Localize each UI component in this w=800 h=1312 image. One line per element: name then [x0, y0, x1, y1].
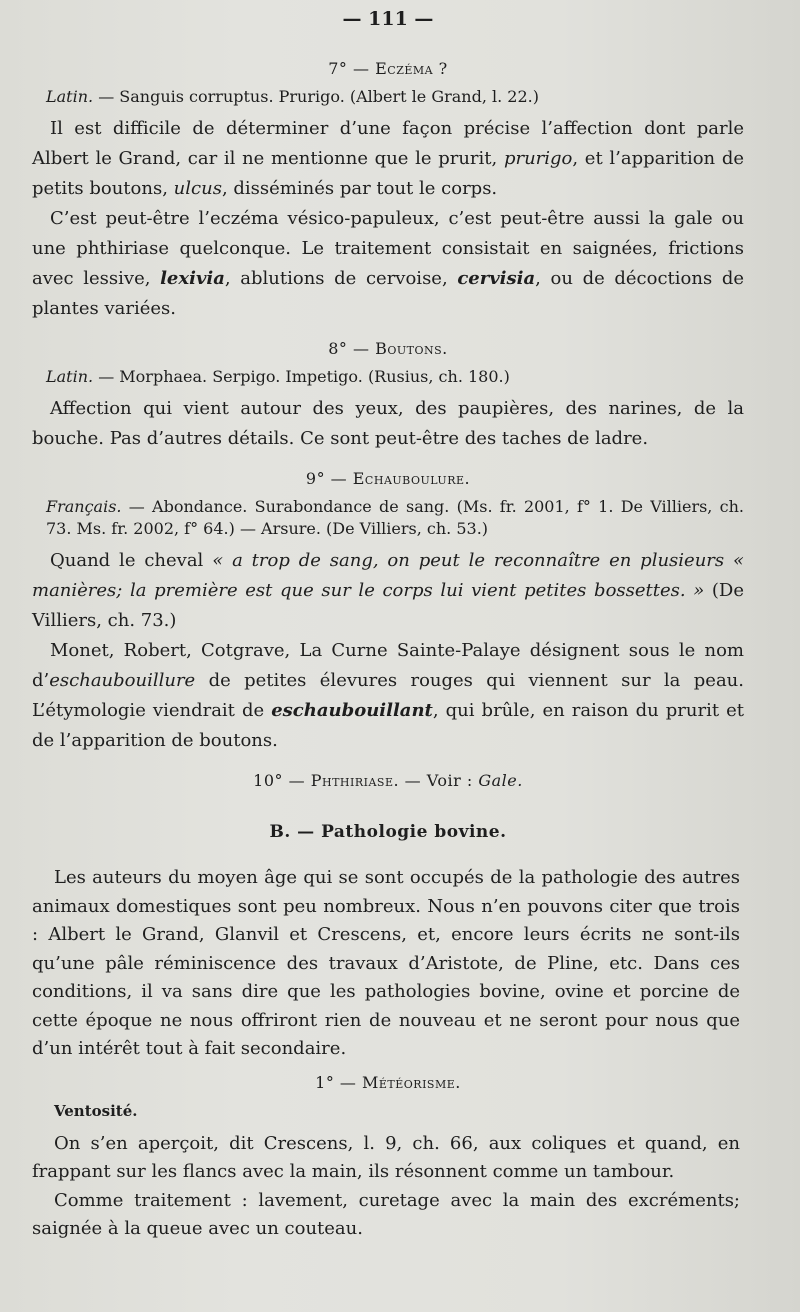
- heading-title: Eczéma ?: [375, 59, 448, 78]
- heading-reference: Gale.: [478, 771, 523, 790]
- section-heading-eczema: [32, 58, 744, 80]
- text-run: Monet, Robert, Cotgrave, La Curne Sainte-Palaye désignent sous le nom d’: [32, 640, 744, 691]
- text-run: de petites élevures rouges qui viennent sur la peau. L’étymologie viendrait de: [32, 670, 744, 721]
- source-line: [46, 366, 744, 388]
- source-line: [46, 496, 744, 540]
- text-run: , qui brûle, en raison du prurit et de l’apparition de boutons.: [32, 700, 744, 751]
- heading-number: 7° —: [328, 59, 370, 78]
- paragraph: [32, 546, 744, 636]
- section-heading-boutons: [32, 338, 744, 360]
- paragraph: [32, 204, 744, 324]
- section-heading-phthiriase: [32, 770, 744, 792]
- term-label: Ventosité.: [54, 1101, 138, 1120]
- text-run: , ablutions de cervoise,: [224, 268, 448, 289]
- source-text: — Sanguis corruptus. Prurigo. (Albert le Grand, l. 22.): [98, 87, 539, 106]
- paragraph: On s’en aperçoit, dit Crescens, l. 9, ch. 66, aux coliques et quand, en frappant sur les flancs avec la main, ils résonnent comme un tambour.: [32, 1132, 740, 1182]
- old-french-term: eschaubouillant: [271, 700, 433, 721]
- heading-number: 1° —: [315, 1072, 357, 1092]
- text-run: , ou de décoctions de plantes variées.: [32, 268, 744, 319]
- source-language: Latin.: [46, 87, 94, 106]
- quotation: « a trop de sang, on peut le reconnaître en plusieurs « manières; la première est que sur le corps lui vient petites bossettes. »: [32, 550, 744, 601]
- latin-term: prurigo: [503, 148, 573, 169]
- latin-term: lexivia: [160, 268, 225, 289]
- source-language: Latin.: [46, 367, 94, 386]
- text-run: Quand le cheval: [50, 550, 204, 571]
- heading-number: 8° —: [328, 339, 370, 358]
- paragraph: Comme traitement : lavement, curetage avec la main des excréments; saignée à la queue avec un couteau.: [32, 1189, 740, 1239]
- old-french-term: eschaubouillure: [49, 670, 196, 691]
- paragraph: [32, 114, 744, 204]
- source-language: Français.: [46, 497, 122, 516]
- section-heading-echauboulure: [32, 468, 744, 490]
- text-run: Il est difficile de déterminer d’une façon précise l’affection dont parle Albert le Grand, car il ne mentionne que le prurit,: [32, 118, 744, 169]
- heading-title: Echauboulure.: [352, 469, 471, 488]
- text-run: C’est peut-être l’eczéma vésico-papuleux, c’est peut-être aussi la gale ou une phthiriase quelconque. Le traitement consistait en saignées, frictions avec lessive,: [32, 208, 744, 289]
- text-run: , et l’apparition de petits boutons,: [32, 148, 744, 199]
- heading-number: 10° —: [253, 771, 306, 790]
- heading-title: Boutons.: [375, 339, 448, 358]
- source-text: — Abondance. Surabondance de sang. (Ms. fr. 2001, f° 1. De Villiers, ch. 73. Ms. fr. 2002, f° 64.) — Arsure. (De Villiers, ch. 53.): [46, 497, 744, 538]
- paragraph: Les auteurs du moyen âge qui se sont occupés de la pathologie des autres animaux domestiques sont peu nombreux. Nous n’en pouvons citer que trois : Albert le Grand, Glanvil et Crescens, et, encore leurs écrits ne sont-ils qu’une pâle réminiscence des travaux d’Aristote, de Pline, etc. Dans ces conditions, il va sans dire que les pathologies bovine, ovine et porcine de cette époque ne nous offriront rien de nouveau et ne seront pour nous que d’un intérêt tout à fait secondaire.: [32, 867, 740, 1059]
- latin-term: cervisia: [457, 268, 536, 289]
- text-run: , disséminés par tout le corps.: [221, 178, 498, 199]
- subsection-title: B. — Pathologie bovine.: [269, 822, 507, 842]
- source-text: — Morphaea. Serpigo. Impetigo. (Rusius, ch. 180.): [98, 367, 510, 386]
- section-heading-meteorisme: [32, 1072, 744, 1094]
- paragraph: Affection qui vient autour des yeux, des paupières, des narines, de la bouche. Pas d’autres détails. Ce sont peut-être des taches de ladre.: [32, 398, 744, 449]
- heading-number: 9° —: [305, 469, 348, 488]
- text-run: (De Villiers, ch. 73.): [32, 580, 744, 631]
- page-number: — 111 —: [342, 8, 434, 30]
- heading-title: Phthiriase.: [310, 771, 400, 790]
- heading-see: — Voir :: [404, 771, 473, 790]
- heading-title: Météorisme.: [362, 1072, 461, 1092]
- paragraph: [32, 636, 744, 756]
- source-line: [46, 86, 744, 108]
- latin-term: ulcus: [173, 178, 222, 199]
